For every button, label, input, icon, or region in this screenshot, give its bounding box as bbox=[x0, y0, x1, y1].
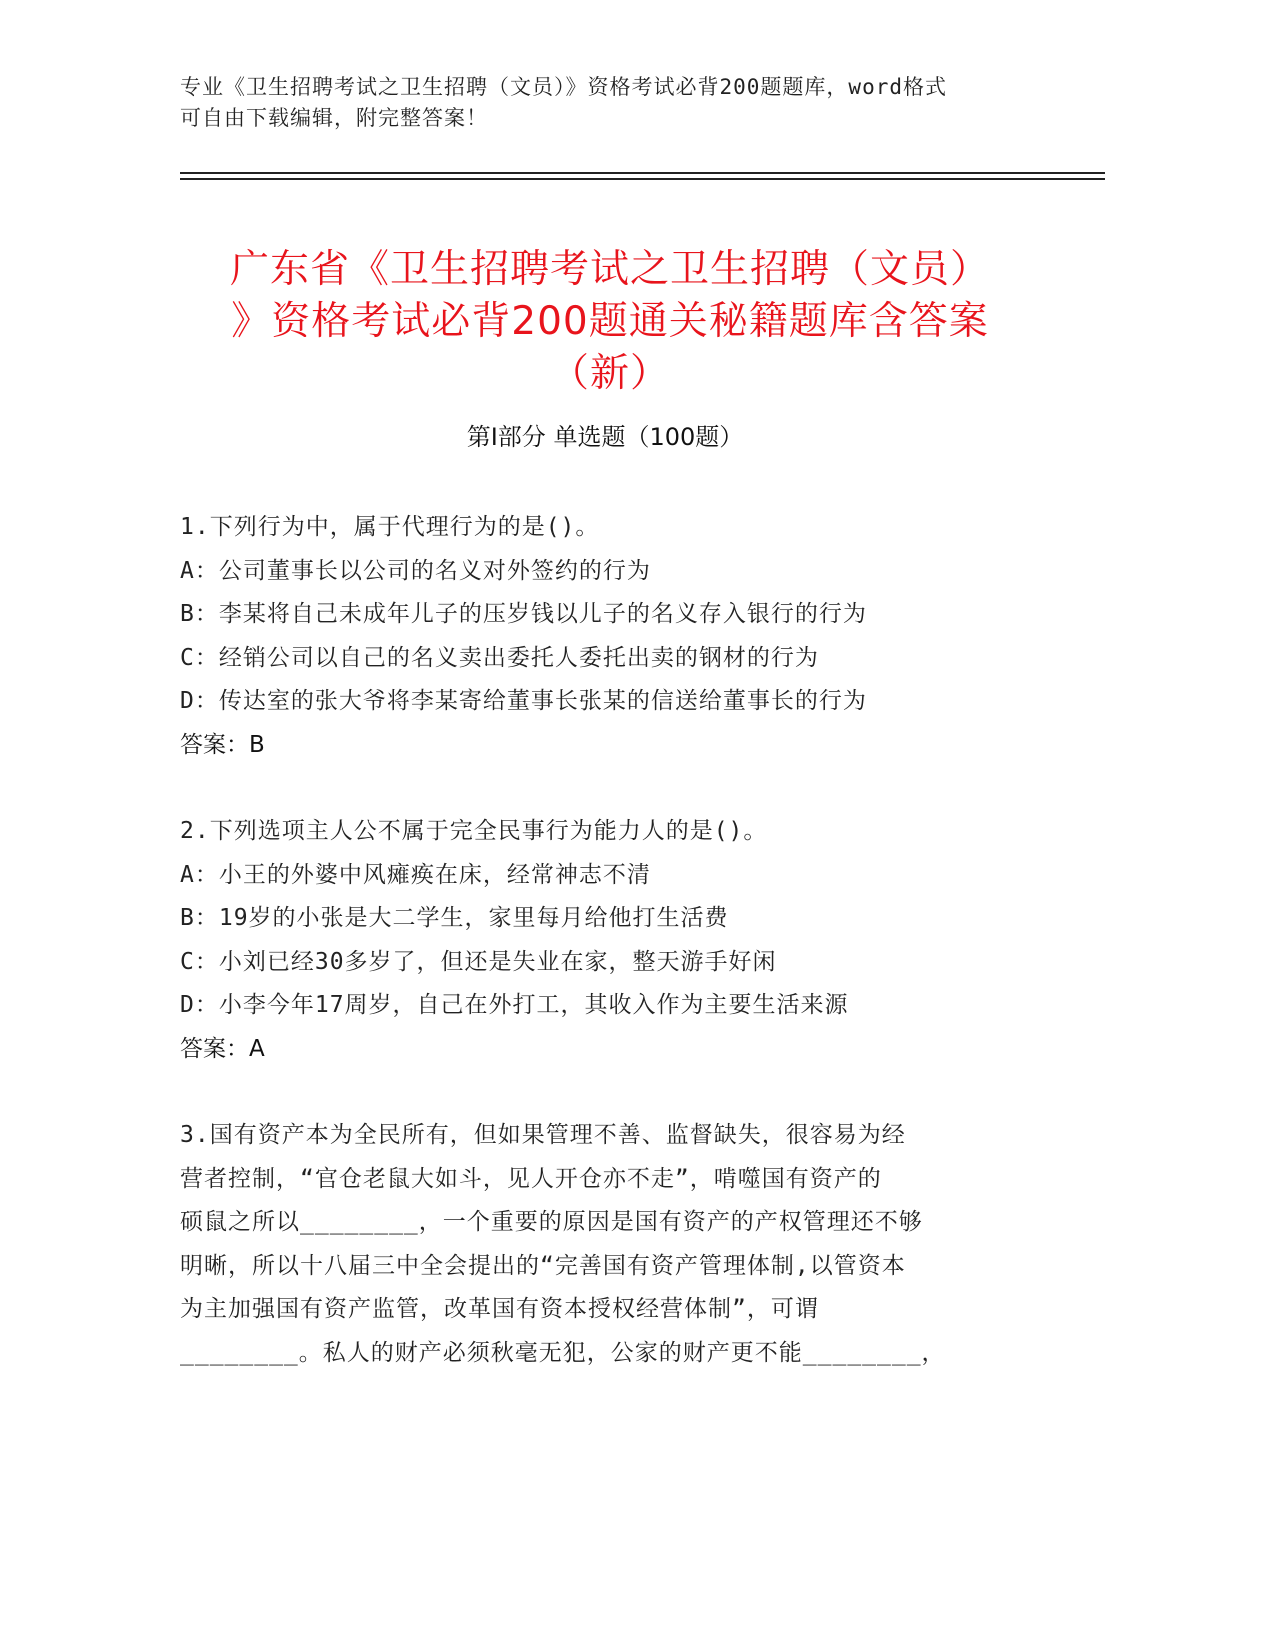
header-line-1: 专业《卫生招聘考试之卫生招聘（文员）》资格考试必背200题题库，word格式 bbox=[180, 75, 947, 99]
question-stem-line: 明晰，所以十八届三中全会提出的“完善国有资产管理体制,以管资本 bbox=[180, 1252, 906, 1279]
option-d: D：传达室的张大爷将李某寄给董事长张某的信送给董事长的行为 bbox=[180, 688, 867, 714]
option-c: C：经销公司以自己的名义卖出委托人委托出卖的钢材的行为 bbox=[180, 644, 819, 671]
option-b: B：李某将自己未成年儿子的压岁钱以儿子的名义存入银行的行为 bbox=[180, 601, 867, 627]
answer: 答案：A bbox=[180, 1035, 265, 1062]
option-a: A：公司董事长以公司的名义对外签约的行为 bbox=[180, 557, 651, 584]
question-stem-line: 3.国有资产本为全民所有，但如果管理不善、监督缺失，很容易为经 bbox=[180, 1122, 906, 1148]
title-line-1: 广东省《卫生招聘考试之卫生招聘（文员） bbox=[229, 247, 990, 293]
question-3 bbox=[180, 1114, 1030, 1375]
option-d: D：小李今年17周岁，自己在外打工，其收入作为主要生活来源 bbox=[180, 992, 849, 1018]
question-list bbox=[180, 506, 1030, 1418]
document-title bbox=[185, 244, 1035, 400]
answer: 答案：B bbox=[180, 731, 265, 758]
section-heading: 第I部分 单选题（100题） bbox=[466, 423, 744, 451]
option-b: B：19岁的小张是大二学生，家里每月给他打生活费 bbox=[180, 905, 729, 931]
question-stem-line: 硕鼠之所以________，一个重要的原因是国有资产的产权管理还不够 bbox=[180, 1209, 923, 1235]
header-divider-top bbox=[180, 172, 1105, 174]
option-c: C：小刘已经30多岁了，但还是失业在家，整天游手好闲 bbox=[180, 948, 777, 975]
question-stem-line: ________。私人的财产必须秋毫无犯，公家的财产更不能________， bbox=[180, 1339, 946, 1366]
title-line-3: （新） bbox=[549, 351, 670, 397]
question-stem: 1.下列行为中，属于代理行为的是()。 bbox=[180, 514, 600, 540]
question-stem: 2.下列选项主人公不属于完全民事行为能力人的是()。 bbox=[180, 818, 768, 844]
question-2 bbox=[180, 810, 1030, 1071]
header-line-2: 可自由下载编辑，附完整答案！ bbox=[180, 106, 488, 130]
question-stem-line: 为主加强国有资产监管，改革国有资本授权经营体制”，可谓 bbox=[180, 1296, 819, 1322]
option-a: A：小王的外婆中风瘫痪在床，经常神志不清 bbox=[180, 861, 651, 888]
title-line-2: 》资格考试必背200题通关秘籍题库含答案 bbox=[231, 299, 989, 345]
header-divider-bottom bbox=[180, 178, 1105, 180]
question-stem-line: 营者控制，“官仓老鼠大如斗，见人开仓亦不走”，啃噬国有资产的 bbox=[180, 1165, 882, 1192]
page-header bbox=[180, 72, 1030, 134]
question-1 bbox=[180, 506, 1030, 767]
